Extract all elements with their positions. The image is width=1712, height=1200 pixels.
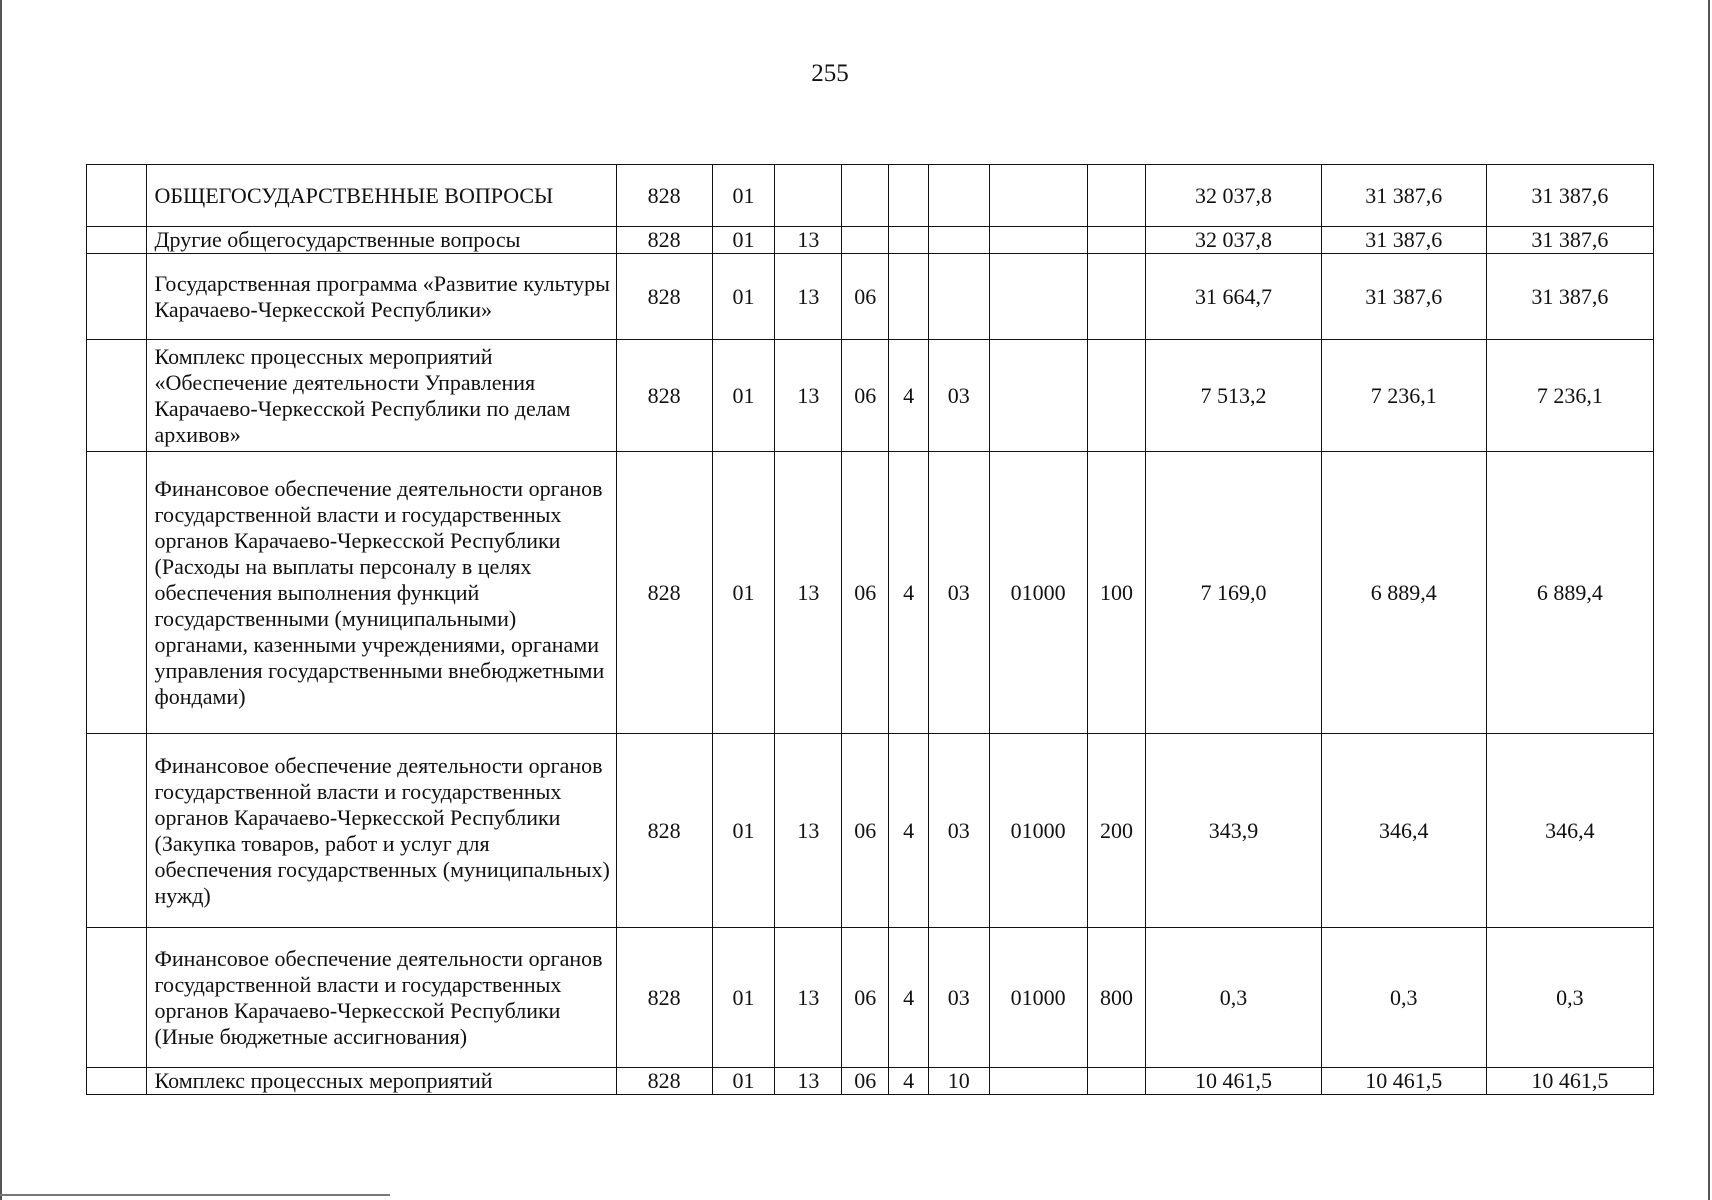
amount-year2-cell: 31 387,6 <box>1321 227 1486 254</box>
amount-year1-cell: 7 513,2 <box>1146 340 1322 452</box>
amount-year2-cell: 31 387,6 <box>1321 254 1486 340</box>
amount-year2-cell: 31 387,6 <box>1321 165 1486 227</box>
amount-year3-cell: 31 387,6 <box>1486 227 1653 254</box>
amount-year1-cell: 7 169,0 <box>1146 452 1322 734</box>
ministry-code-cell: 828 <box>616 734 712 928</box>
row-marker-cell <box>87 734 147 928</box>
amount-year1-cell: 31 664,7 <box>1146 254 1322 340</box>
program-code-cell: 06 <box>842 452 889 734</box>
amount-year1-cell: 0,3 <box>1146 928 1322 1068</box>
complex-code-cell <box>928 165 989 227</box>
direction-code-cell <box>989 1068 1087 1095</box>
program-code-cell: 06 <box>842 340 889 452</box>
expense-type-cell: 200 <box>1087 734 1146 928</box>
program-code-cell: 06 <box>842 254 889 340</box>
row-marker-cell <box>87 340 147 452</box>
expense-type-cell <box>1087 254 1146 340</box>
scan-edge-bottom <box>0 1194 390 1196</box>
expense-type-cell <box>1087 1068 1146 1095</box>
row-marker-cell <box>87 928 147 1068</box>
table-row <box>87 734 1654 928</box>
amount-year2-cell: 6 889,4 <box>1321 452 1486 734</box>
amount-year2-cell: 346,4 <box>1321 734 1486 928</box>
row-marker-cell <box>87 452 147 734</box>
description-cell: Финансовое обеспечение деятельности органов государственной власти и государственных органов Карачаево-Черкесской Республики (Иные бюджетные ассигнования) <box>146 928 616 1068</box>
direction-code-cell: 01000 <box>989 928 1087 1068</box>
program-code-cell <box>842 227 889 254</box>
complex-code-cell: 03 <box>928 734 989 928</box>
program-type-cell: 4 <box>889 928 929 1068</box>
scan-edge-left <box>0 0 2 1200</box>
amount-year3-cell: 7 236,1 <box>1486 340 1653 452</box>
program-code-cell: 06 <box>842 734 889 928</box>
amount-year2-cell: 10 461,5 <box>1321 1068 1486 1095</box>
table-body <box>87 165 1654 1095</box>
row-marker-cell <box>87 254 147 340</box>
ministry-code-cell: 828 <box>616 165 712 227</box>
direction-code-cell: 01000 <box>989 734 1087 928</box>
scan-edge-right <box>1708 0 1710 1200</box>
table-row <box>87 928 1654 1068</box>
description-cell: Комплекс процессных мероприятий <box>146 1068 616 1095</box>
subsection-code-cell: 13 <box>775 254 842 340</box>
subsection-code-cell: 13 <box>775 928 842 1068</box>
expense-type-cell <box>1087 340 1146 452</box>
description-cell: Государственная программа «Развитие культуры Карачаево-Черкесской Республики» <box>146 254 616 340</box>
subsection-code-cell: 13 <box>775 1068 842 1095</box>
section-code-cell: 01 <box>712 340 775 452</box>
amount-year3-cell: 0,3 <box>1486 928 1653 1068</box>
ministry-code-cell: 828 <box>616 254 712 340</box>
complex-code-cell <box>928 227 989 254</box>
budget-table <box>86 164 1654 1095</box>
row-marker-cell <box>87 165 147 227</box>
complex-code-cell: 10 <box>928 1068 989 1095</box>
table-row <box>87 1068 1654 1095</box>
complex-code-cell: 03 <box>928 928 989 1068</box>
table-row <box>87 165 1654 227</box>
row-marker-cell <box>87 227 147 254</box>
amount-year3-cell: 31 387,6 <box>1486 165 1653 227</box>
section-code-cell: 01 <box>712 254 775 340</box>
section-code-cell: 01 <box>712 1068 775 1095</box>
amount-year1-cell: 32 037,8 <box>1146 227 1322 254</box>
subsection-code-cell: 13 <box>775 734 842 928</box>
direction-code-cell: 01000 <box>989 452 1087 734</box>
description-cell: Комплекс процессных мероприятий «Обеспечение деятельности Управления Карачаево-Черкесской Республики по делам архивов» <box>146 340 616 452</box>
amount-year3-cell: 6 889,4 <box>1486 452 1653 734</box>
section-code-cell: 01 <box>712 165 775 227</box>
direction-code-cell <box>989 165 1087 227</box>
program-type-cell: 4 <box>889 734 929 928</box>
row-marker-cell <box>87 1068 147 1095</box>
amount-year3-cell: 346,4 <box>1486 734 1653 928</box>
program-type-cell <box>889 165 929 227</box>
ministry-code-cell: 828 <box>616 928 712 1068</box>
program-code-cell: 06 <box>842 1068 889 1095</box>
page-number: 255 <box>811 60 849 87</box>
subsection-code-cell: 13 <box>775 452 842 734</box>
section-code-cell: 01 <box>712 227 775 254</box>
amount-year3-cell: 10 461,5 <box>1486 1068 1653 1095</box>
complex-code-cell <box>928 254 989 340</box>
program-type-cell <box>889 254 929 340</box>
direction-code-cell <box>989 340 1087 452</box>
table-row <box>87 452 1654 734</box>
ministry-code-cell: 828 <box>616 1068 712 1095</box>
section-code-cell: 01 <box>712 452 775 734</box>
description-cell: Финансовое обеспечение деятельности органов государственной власти и государственных органов Карачаево-Черкесской Республики (Закупка товаров, работ и услуг для обеспечения государственных (муниципальных) нужд) <box>146 734 616 928</box>
complex-code-cell: 03 <box>928 340 989 452</box>
expense-type-cell: 800 <box>1087 928 1146 1068</box>
description-cell: Финансовое обеспечение деятельности органов государственной власти и государственных органов Карачаево-Черкесской Республики (Расходы на выплаты персоналу в целях обеспечения выполнения функций государственными (муниципальными) органами, казенными учреждениями, органами управления государственными внебюджетными фондами) <box>146 452 616 734</box>
program-type-cell: 4 <box>889 452 929 734</box>
program-code-cell <box>842 165 889 227</box>
program-code-cell: 06 <box>842 928 889 1068</box>
description-cell: ОБЩЕГОСУДАРСТВЕННЫЕ ВОПРОСЫ <box>146 165 616 227</box>
ministry-code-cell: 828 <box>616 340 712 452</box>
table-row <box>87 254 1654 340</box>
amount-year2-cell: 7 236,1 <box>1321 340 1486 452</box>
complex-code-cell: 03 <box>928 452 989 734</box>
ministry-code-cell: 828 <box>616 452 712 734</box>
direction-code-cell <box>989 254 1087 340</box>
expense-type-cell <box>1087 165 1146 227</box>
subsection-code-cell <box>775 165 842 227</box>
section-code-cell: 01 <box>712 734 775 928</box>
program-type-cell: 4 <box>889 1068 929 1095</box>
program-type-cell <box>889 227 929 254</box>
amount-year3-cell: 31 387,6 <box>1486 254 1653 340</box>
program-type-cell: 4 <box>889 340 929 452</box>
amount-year2-cell: 0,3 <box>1321 928 1486 1068</box>
subsection-code-cell: 13 <box>775 340 842 452</box>
expense-type-cell: 100 <box>1087 452 1146 734</box>
expense-type-cell <box>1087 227 1146 254</box>
amount-year1-cell: 32 037,8 <box>1146 165 1322 227</box>
table-row <box>87 227 1654 254</box>
section-code-cell: 01 <box>712 928 775 1068</box>
direction-code-cell <box>989 227 1087 254</box>
amount-year1-cell: 10 461,5 <box>1146 1068 1322 1095</box>
amount-year1-cell: 343,9 <box>1146 734 1322 928</box>
ministry-code-cell: 828 <box>616 227 712 254</box>
subsection-code-cell: 13 <box>775 227 842 254</box>
description-cell: Другие общегосударственные вопросы <box>146 227 616 254</box>
table-row <box>87 340 1654 452</box>
